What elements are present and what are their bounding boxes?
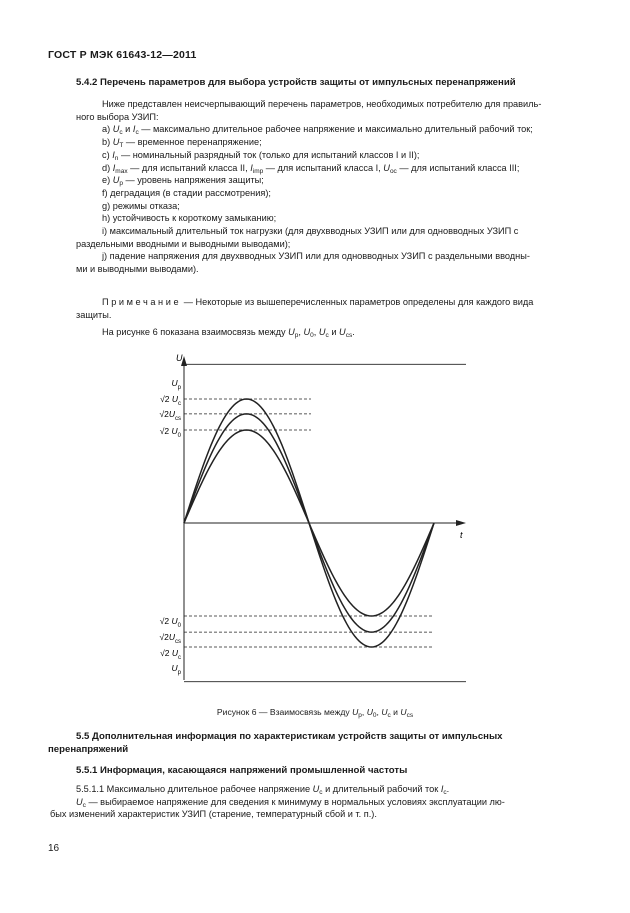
note-line-1: Примечание — Некоторые из вышеперечисленных параметров определены для каждого вида (102, 297, 534, 307)
list-item-j-line-1: j) падение напряжения для двухвводных УЗИП или для одновводных УЗИП с раздельными вводны- (102, 251, 530, 262)
label-u0-positive: √2 $U_0$ (159, 426, 181, 439)
x-axis-label: t (460, 530, 463, 540)
list-item-i-line-2: раздельными вводными и выводными выводами); (76, 238, 291, 249)
list-item-a: а) $U_c$ и $I_c$ — максимально длительное рабочее напряжение и максимально длительный рабочий ток; (102, 124, 533, 137)
label-u0-negative: √2 $U_0$ (159, 616, 181, 629)
paragraph-5-5-1-1: 5.5.1.1 Максимально длительное рабочее напряжение $U_c$ и длительный рабочий ток $I_c$. (76, 784, 450, 796)
list-item-j-line-2: ми и выводными выводами). (76, 264, 199, 275)
intro-line-1: Ниже представлен неисчерпывающий перечень параметров, необходимых потребителю для правиль- (102, 99, 542, 109)
document-header: ГОСТ Р МЭК 61643-12—2011 (48, 49, 197, 61)
page-number: 16 (48, 843, 60, 854)
label-up-negative: $U_p$ (171, 663, 181, 676)
note-label: Примечание (102, 297, 182, 307)
note-line-2: защиты. (76, 309, 112, 320)
subsection-title-5-5-1: 5.5.1 Информация, касающаяся напряжений промышленной частоты (76, 765, 408, 776)
label-ucs-positive: $√2U_{cs}$ (159, 409, 181, 422)
label-uc-positive: √2 $U_c$ (160, 394, 181, 407)
section-title-5-4-2: 5.4.2 Перечень параметров для выбора устройств защиты от импульсных перенапряжений (76, 77, 516, 88)
list-item-c: c) $I_n$ — номинальный разрядный ток (только для испытаний классов I и II); (102, 149, 420, 162)
label-ucs-negative: $√2U_{cs}$ (159, 632, 181, 645)
figure-reference: На рисунке 6 показана взаимосвязь между $U_p$, $U_0$, $U_c$ и $U_{cs}$. (102, 327, 355, 339)
figure-6-caption: Рисунок 6 — Взаимосвязь между $U_p$, $U_0$, $U_c$ и $U_{cs}$ (216, 707, 414, 719)
list-item-e: e) $U_p$ — уровень напряжения защиты; (102, 175, 264, 188)
x-axis-arrow (456, 520, 466, 526)
section-5-5-1-1 (50, 783, 584, 821)
paragraph-uc-line-2: бых изменений характеристик УЗИП (старение, температурный сбой и т. п.). (50, 809, 377, 820)
section-title-5-5-line-1: 5.5 Дополнительная информация по характеристикам устройств защиты от импульсных (76, 731, 503, 742)
label-up-positive: $U_p$ (171, 378, 181, 391)
list-item-h: h) устойчивость к короткому замыканию; (102, 213, 277, 224)
intro-line-2: ного выбора УЗИП: (76, 111, 159, 122)
list-item-g: g) режимы отказа; (102, 200, 180, 211)
list-item-b: b) $U_T$ — временное перенапряжение; (102, 137, 262, 150)
list-item-f: f) деградация (в стадии рассмотрения); (102, 187, 271, 198)
label-uc-negative: √2 $U_c$ (160, 648, 181, 661)
paragraph-uc-line-1: $U_c$ — выбираемое напряжение для сведения к минимуму в нормальных условиях эксплуатации лю- (76, 796, 505, 809)
list-item-d: d) $I_{max}$ — для испытаний класса II, $I_{imp}$ — для испытаний класса I, $U_{oc}$ — для испытаний класса III; (102, 162, 520, 175)
section-title-5-5-line-2: перенапряжений (48, 744, 129, 755)
y-axis-label: U (176, 353, 183, 363)
list-item-i-line-1: i) максимальный длительный ток нагрузки (для двухвводных УЗИП или для одновводных УЗИП с (102, 226, 519, 237)
